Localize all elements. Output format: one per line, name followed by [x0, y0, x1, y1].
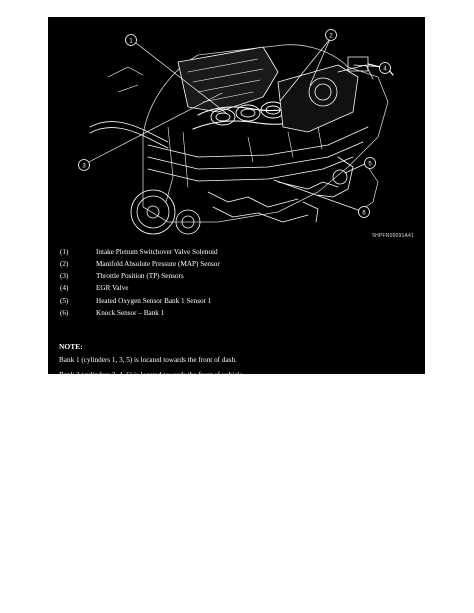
legend-number: (2) [60, 259, 69, 268]
component-legend [59, 246, 419, 320]
legend-label: Intake Plenum Switchover Valve Solenoid [96, 247, 218, 256]
callout-5 [365, 158, 376, 169]
legend-number: (1) [60, 247, 69, 256]
callout-6 [359, 207, 370, 218]
legend-label: Heated Oxygen Sensor Bank 1 Sensor 1 [96, 296, 212, 305]
svg-text:2: 2 [329, 33, 333, 40]
svg-text:3: 3 [82, 163, 86, 170]
callout-4 [380, 63, 391, 74]
svg-text:1: 1 [129, 38, 133, 45]
callout-2 [326, 30, 337, 41]
engine-component-diagram [48, 17, 425, 242]
callout-3 [79, 160, 90, 171]
legend-item [59, 258, 419, 270]
legend-number: (6) [60, 309, 69, 318]
svg-text:6: 6 [362, 210, 366, 217]
legend-label: Manifold Absolute Pressure (MAP) Sensor [96, 259, 220, 268]
legend-number: (4) [60, 284, 69, 293]
legend-number: (3) [60, 272, 69, 281]
svg-text:4: 4 [383, 66, 387, 73]
legend-label: Throttle Position (TP) Sensors [96, 272, 184, 281]
svg-text:5: 5 [368, 161, 372, 168]
note-bank-1: Bank 1 (cylinders 1, 3, 5) is located towards the front of dash. [59, 356, 237, 364]
note-bank-2: Bank 2 (cylinders 2, 4, 6) is located towards the front of vehicle. [59, 371, 245, 379]
legend-item [59, 271, 419, 283]
legend-item [59, 295, 419, 307]
legend-item [59, 283, 419, 295]
legend-number: (5) [60, 296, 69, 305]
legend-item [59, 246, 419, 258]
note-heading: NOTE: [59, 342, 83, 351]
figure-panel [48, 17, 425, 379]
figure-code: 5HPFN00091A41 [372, 233, 414, 239]
engine-illustration [90, 45, 393, 234]
legend-label: EGR Valve [96, 284, 129, 293]
callout-1 [126, 35, 137, 46]
legend-label: Knock Sensor – Bank 1 [96, 309, 165, 318]
legend-item [59, 307, 419, 319]
